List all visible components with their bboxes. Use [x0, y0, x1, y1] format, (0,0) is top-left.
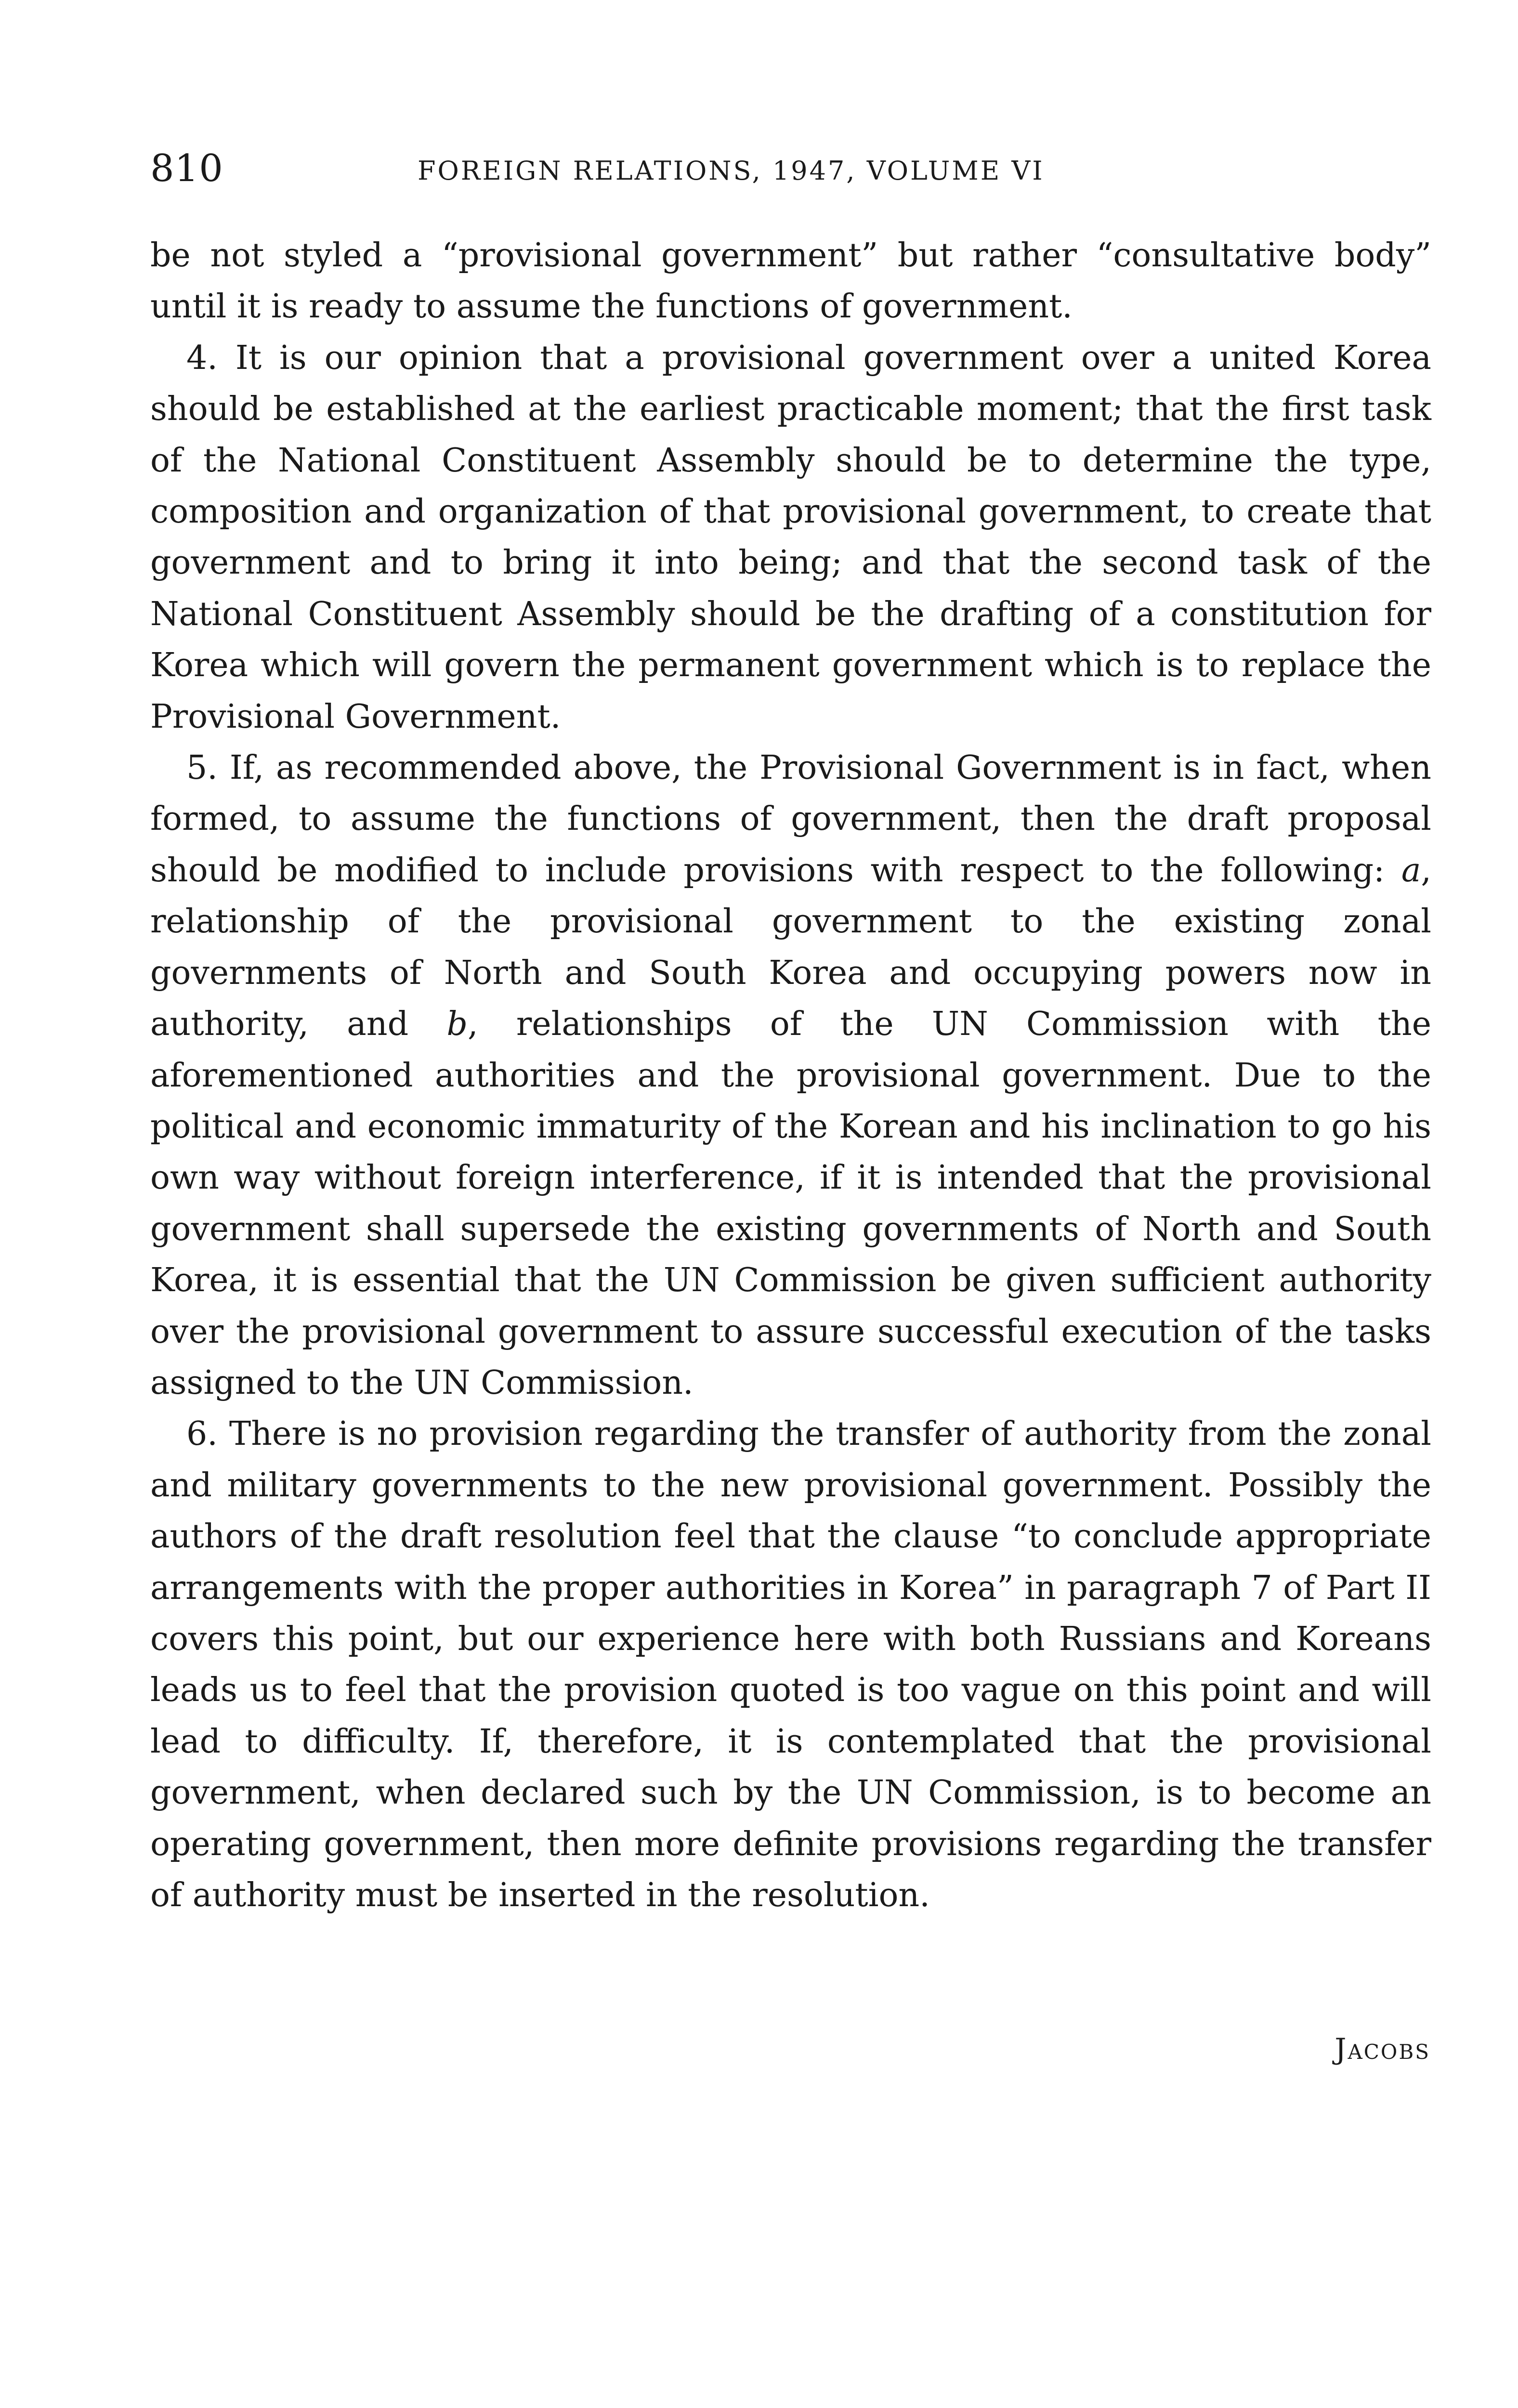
item-marker-a: a: [1401, 851, 1421, 890]
item-marker-b: b: [446, 1005, 468, 1044]
paragraph-6: 6. There is no provision regarding the transfer of authority from the zonal and military governments to the new provisional government. Possibly the authors of the draft resolution feel that the clause “to conclude appropriate arrangements with the proper authorities in Korea” in paragraph 7 of Part II covers this point, but our experience here with both Russians and Koreans leads us to feel that the provision quoted is too vague on this point and will lead to difficulty. If, therefore, it is contemplated that the provisional government, when declared such by the UN Commission, is to become an operating government, then more definite provisions regarding the transfer of authority must be inserted in the resolution.: [150, 1415, 1431, 1914]
document-body: [150, 230, 1431, 1921]
paragraph-5-intro: 5. If, as recommended above, the Provisional Government is in fact, when formed, to assume the functions of government, then the draft proposal should be modified to include provisions with respect to the following:: [150, 749, 1431, 890]
paragraph-continuation: be not styled a “provisional government” but rather “consultative body” until it is ready to assume the functions of government.: [150, 236, 1431, 326]
running-head: [150, 144, 1431, 193]
running-title: FOREIGN RELATIONS, 1947, VOLUME VI: [418, 156, 1045, 186]
paragraph-5-item-b-text: , relationships of the UN Commission with the aforementioned authorities and the provisional government. Due to the political and economic immaturity of the Korean and his inclination to go his own way without foreign interference, if it is intended that the provisional government shall supersede the existing governments of North and South Korea, it is essential that the UN Commission be given sufficient authority over the provisional government to assure successful execution of the tasks assigned to the UN Commission.: [150, 1005, 1431, 1402]
signature: Jacobs: [1335, 2032, 1430, 2066]
paragraph-5: [150, 743, 1431, 1409]
paragraph-5-item-a-text: , relationship of the provisional government to the existing zonal governments of North and South Korea and occupying powers now in authority, and: [150, 851, 1431, 1044]
page-number: 810: [150, 147, 223, 190]
paragraph-4: 4. It is our opinion that a provisional government over a united Korea should be established at the earliest practicable moment; that the first task of the National Constituent Assembly should be to determine the type, composition and organization of that provisional government, to create that government and to bring it into being; and that the second task of the National Constituent Assembly should be the drafting of a constitution for Korea which will govern the permanent government which is to replace the Provisional Government.: [150, 339, 1431, 736]
